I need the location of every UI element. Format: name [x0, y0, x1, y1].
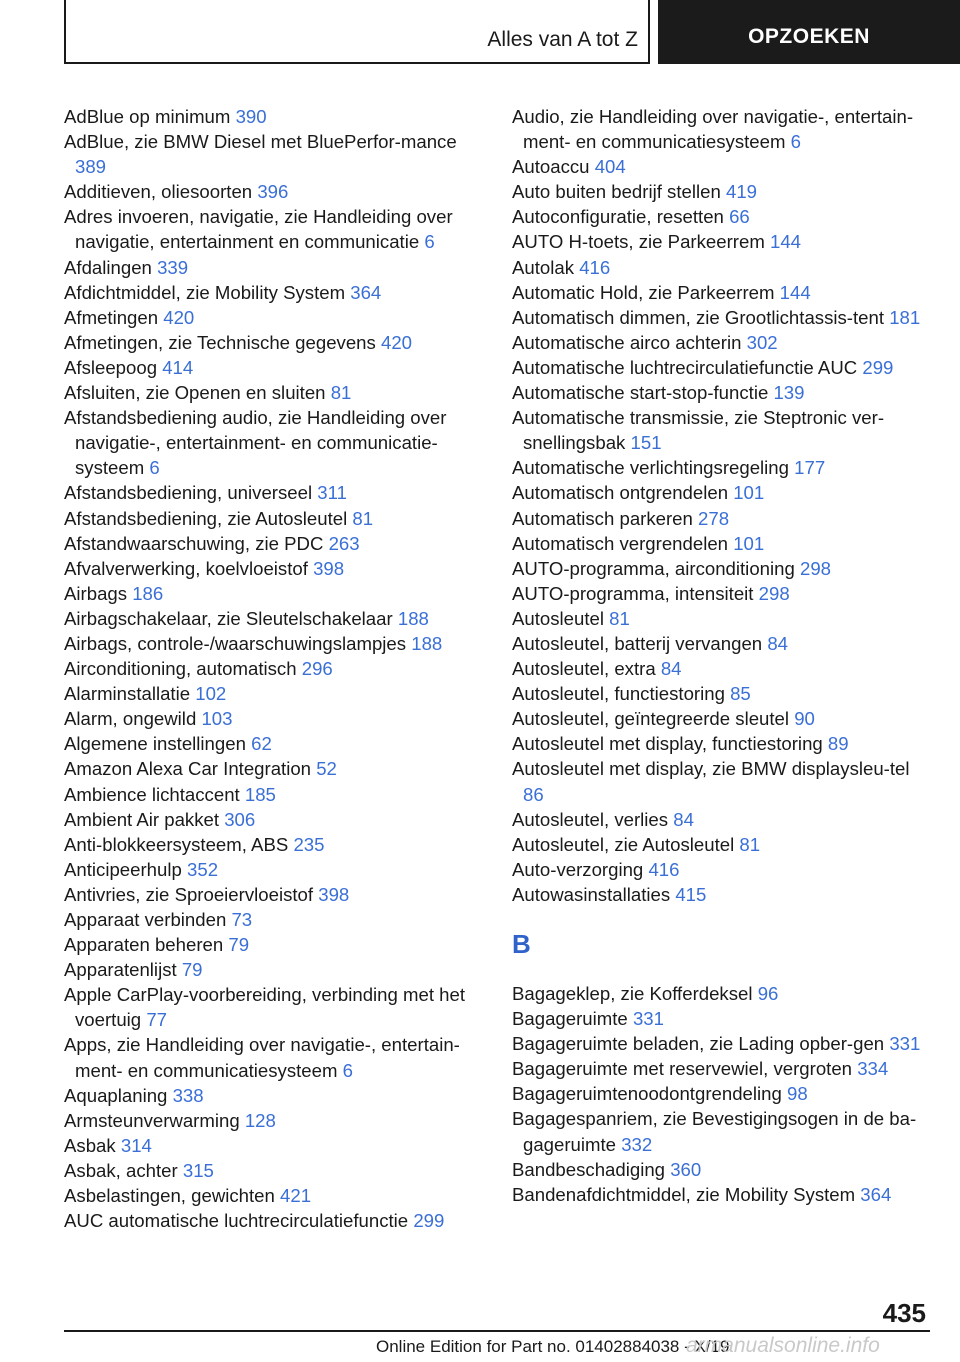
- index-entry: [64, 1133, 484, 1158]
- index-entry: [64, 1108, 484, 1133]
- entry-text: Amazon Alexa Car Integration: [64, 758, 312, 780]
- entry-text: Bagageruimte beladen, zie Lading opber-gen: [512, 1033, 885, 1055]
- page-ref-link[interactable]: 364: [350, 281, 382, 303]
- entry-text: Afvalverwerking, koelvloeistof: [64, 557, 308, 579]
- page-ref-link[interactable]: 302: [746, 331, 778, 353]
- entry-text: Anti-blokkeersysteem, ABS: [64, 833, 289, 855]
- footer-rule: [64, 1330, 930, 1332]
- entry-text: Adres invoeren, navigatie, zie Handleiding over navigatie, entertainment en communicatie: [64, 206, 453, 253]
- index-entry: [512, 531, 932, 556]
- page-ref-link[interactable]: 90: [794, 708, 815, 730]
- index-entry: [512, 280, 932, 305]
- page-ref-link[interactable]: 419: [725, 181, 758, 203]
- index-entry: [512, 204, 932, 229]
- page-ref-link[interactable]: 85: [730, 683, 751, 705]
- entry-text: Automatisch ontgrendelen: [512, 482, 729, 504]
- entry-text: Aquaplaning: [64, 1084, 168, 1106]
- index-entry: [512, 229, 932, 254]
- entry-text: Afstandwaarschuwing, zie PDC: [64, 532, 324, 554]
- entry-text: Afstandsbediening, zie Autosleutel: [64, 507, 348, 529]
- index-entry: [64, 506, 484, 531]
- entry-text: Anticipeerhulp: [64, 858, 182, 880]
- index-entry: [512, 756, 932, 806]
- entry-text: Auto buiten bedrijf stellen: [512, 181, 721, 203]
- index-entry: [512, 981, 932, 1006]
- entry-text: Audio, zie Handleiding over navigatie-, entertain-ment- en communicatiesysteem: [512, 106, 914, 153]
- page-ref-link[interactable]: 128: [244, 1109, 276, 1131]
- entry-text: Afmetingen, zie Technische gegevens: [64, 331, 376, 353]
- page-ref-link[interactable]: 96: [757, 983, 779, 1004]
- page-ref-link[interactable]: 144: [769, 231, 802, 253]
- page-ref-link[interactable]: 79: [228, 934, 250, 956]
- entry-text: Autowasinstallaties: [512, 883, 671, 905]
- entry-text: Autoconfiguratie, resetten: [512, 206, 724, 228]
- entry-text: Bagageruimtenoodontgrendeling: [512, 1083, 782, 1105]
- page-ref-link[interactable]: 331: [632, 1008, 664, 1030]
- tab-label: OPZOEKEN: [748, 25, 870, 48]
- index-entry: [512, 1106, 932, 1156]
- page-ref-link[interactable]: 81: [739, 833, 761, 855]
- index-entry: [64, 606, 484, 631]
- index-entry: [64, 681, 484, 706]
- entry-text: Autosleutel met display, functiestoring: [512, 733, 823, 755]
- page-ref-link[interactable]: 84: [673, 808, 694, 830]
- entry-text: AUTO-programma, airconditioning: [512, 557, 795, 579]
- page-ref-link[interactable]: 339: [157, 256, 189, 278]
- index-entry: [64, 179, 484, 204]
- index-entry: [64, 756, 484, 781]
- page-ref-link[interactable]: 311: [317, 482, 347, 504]
- entry-text: Automatisch dimmen, zie Grootlichtassis-tent: [512, 306, 885, 328]
- page-ref-link[interactable]: 6: [790, 131, 801, 153]
- index-entry: [64, 581, 484, 606]
- index-entry: [64, 656, 484, 681]
- index-entry: [64, 731, 484, 756]
- page-ref-link[interactable]: 186: [132, 582, 164, 604]
- page-ref-link[interactable]: 177: [794, 457, 826, 479]
- index-entry: [64, 556, 484, 581]
- index-entry: [512, 1056, 932, 1081]
- index-entry: [64, 1032, 484, 1082]
- watermark: armanualsonline.info: [686, 1334, 880, 1357]
- header-right-border: [648, 0, 650, 64]
- index-entry: [64, 129, 484, 179]
- entry-text: Alarm, ongewild: [64, 708, 197, 730]
- entry-text: Ambient Air pakket: [64, 808, 220, 830]
- page-ref-link[interactable]: 415: [675, 883, 707, 905]
- index-entry: [512, 706, 932, 731]
- entry-text: Airbagschakelaar, zie Sleutelschakelaar: [64, 607, 393, 629]
- entry-text: Autosleutel, geïntegreerde sleutel: [512, 708, 790, 730]
- entry-text: Antivries, zie Sproeiervloeistof: [64, 883, 314, 905]
- page-ref-link[interactable]: 298: [758, 582, 790, 604]
- entry-text: Bagageruimte met reservewiel, vergroten: [512, 1058, 853, 1080]
- page-ref-link[interactable]: 398: [318, 883, 350, 905]
- index-entry: [512, 656, 932, 681]
- entry-text: Bagageklep, zie Kofferdeksel: [512, 983, 753, 1004]
- entry-text: Afmetingen: [64, 306, 159, 328]
- entry-text: AdBlue, zie BMW Diesel met BluePerfor-mance: [64, 131, 457, 153]
- index-entry: [512, 255, 932, 280]
- entry-text: AUTO-programma, intensiteit: [512, 582, 754, 604]
- page-number: 435: [882, 1298, 926, 1328]
- index-entry: [64, 255, 484, 280]
- page-ref-link[interactable]: 396: [257, 181, 289, 203]
- entry-text: Additieven, oliesoorten: [64, 181, 253, 203]
- index-entry: [64, 1183, 484, 1208]
- index-entry: [64, 1158, 484, 1183]
- page-ref-link[interactable]: 278: [698, 507, 730, 529]
- entry-text: Apparaat verbinden: [64, 909, 227, 930]
- index-entry: [64, 832, 484, 857]
- index-entry: [512, 480, 932, 505]
- entry-text: Alarminstallatie: [64, 683, 191, 705]
- page-ref-link[interactable]: 89: [827, 733, 849, 755]
- index-entry: [512, 857, 932, 882]
- entry-text: Autosleutel, verlies: [512, 808, 669, 830]
- entry-text: Automatisch vergrendelen: [512, 532, 729, 554]
- page-ref-link[interactable]: 296: [301, 658, 333, 680]
- page-ref-link[interactable]: 263: [328, 532, 360, 554]
- entry-text: Asbelastingen, gewichten: [64, 1185, 275, 1207]
- index-entry: [512, 455, 932, 480]
- index-entry: [512, 556, 932, 581]
- index-entry: [512, 807, 932, 832]
- page-ref-link[interactable]: 6: [342, 1059, 353, 1081]
- entry-text: Algemene instellingen: [64, 733, 246, 755]
- page-ref-link[interactable]: 86: [523, 783, 544, 805]
- page-ref-link[interactable]: 421: [280, 1185, 312, 1207]
- page-ref-link[interactable]: 62: [251, 733, 272, 755]
- page-ref-link[interactable]: 331: [889, 1033, 921, 1055]
- page-ref-link[interactable]: 390: [235, 106, 267, 127]
- page-ref-link[interactable]: 139: [773, 382, 805, 404]
- index-entry: [64, 104, 484, 129]
- section-title: Alles van A tot Z: [487, 28, 638, 51]
- entry-text: Autoaccu: [512, 156, 590, 178]
- page-ref-link[interactable]: 81: [330, 382, 352, 404]
- entry-text: Autosleutel, extra: [512, 658, 656, 680]
- index-entry: [512, 882, 932, 907]
- index-entry: [512, 731, 932, 756]
- entry-text: Airbags: [64, 582, 128, 604]
- index-entry: [512, 1182, 932, 1207]
- page-ref-link[interactable]: 6: [424, 231, 435, 253]
- section-letter: B: [512, 929, 531, 959]
- page-ref-link[interactable]: 389: [75, 156, 107, 178]
- index-entry: [512, 405, 932, 455]
- entry-text: Asbak: [64, 1134, 116, 1156]
- index-entry: [64, 1208, 484, 1233]
- entry-text: Bandenafdichtmiddel, zie Mobility System: [512, 1183, 856, 1205]
- page-ref-link[interactable]: 298: [799, 557, 832, 579]
- page-ref-link[interactable]: 81: [609, 607, 630, 629]
- page-ref-link[interactable]: 299: [413, 1210, 445, 1232]
- entry-text: Afsleepoog: [64, 356, 158, 378]
- page-ref-link[interactable]: 338: [172, 1084, 204, 1106]
- index-entry: [64, 204, 484, 254]
- index-entry: [512, 179, 932, 204]
- index-entry: [64, 531, 484, 556]
- entry-text: Apparaten beheren: [64, 934, 224, 956]
- index-entry: [64, 631, 484, 656]
- entry-text: Apple CarPlay-voorbereiding, verbinding met het voertuig: [64, 984, 466, 1031]
- page-ref-link[interactable]: 188: [411, 632, 443, 654]
- entry-text: Automatische start-stop-functie: [512, 382, 769, 404]
- entry-text: Automatic Hold, zie Parkeerrem: [512, 281, 775, 303]
- header-rule: [64, 62, 650, 64]
- entry-text: Airbags, controle-/waarschuwingslampjes: [64, 632, 407, 654]
- entry-text: Bagagespanriem, zie Bevestigingsogen in de ba-gageruimte: [512, 1108, 917, 1155]
- index-entry: [64, 932, 484, 957]
- entry-text: Automatisch parkeren: [512, 507, 693, 529]
- entry-text: Autosleutel: [512, 607, 604, 629]
- index-entry: [64, 782, 484, 807]
- opzoeken-tab[interactable]: [658, 0, 960, 64]
- index-entry: [64, 1083, 484, 1108]
- page-ref-link[interactable]: 360: [670, 1158, 702, 1180]
- entry-text: Afsluiten, zie Openen en sluiten: [64, 382, 326, 404]
- entry-text: Ambience lichtaccent: [64, 783, 240, 805]
- page-ref-link[interactable]: 315: [182, 1159, 214, 1181]
- entry-text: AdBlue op minimum: [64, 106, 231, 127]
- index-entry: [64, 957, 484, 982]
- index-column-left: [64, 104, 484, 1233]
- page-ref-link[interactable]: 404: [594, 156, 626, 178]
- page-ref-link[interactable]: 188: [397, 607, 429, 629]
- page-ref-link[interactable]: 102: [195, 683, 227, 705]
- page-ref-link[interactable]: 101: [733, 482, 765, 504]
- index-entry: [512, 104, 932, 154]
- entry-text: Autosleutel, functiestoring: [512, 683, 725, 705]
- index-entry: [512, 154, 932, 179]
- entry-text: Apparatenlijst: [64, 959, 177, 981]
- index-entry: [64, 405, 484, 480]
- index-entry: [512, 355, 932, 380]
- page-ref-link[interactable]: 414: [162, 356, 194, 378]
- page-ref-link[interactable]: 77: [146, 1009, 168, 1031]
- page-ref-link[interactable]: 332: [621, 1133, 653, 1155]
- page-ref-link[interactable]: 398: [313, 557, 345, 579]
- entry-text: Airconditioning, automatisch: [64, 658, 297, 680]
- index-entry: [64, 480, 484, 505]
- entry-text: Afstandsbediening audio, zie Handleiding over navigatie-, entertainment- en communicatie-systeem: [64, 407, 447, 479]
- page-ref-link[interactable]: 101: [733, 532, 765, 554]
- page-ref-link[interactable]: 84: [660, 658, 682, 680]
- index-entry: [64, 857, 484, 882]
- page-ref-link[interactable]: 151: [630, 432, 662, 454]
- index-column-right: [512, 104, 932, 1207]
- index-entry: [64, 305, 484, 330]
- index-entry: [64, 706, 484, 731]
- index-entry: [64, 982, 484, 1032]
- page-ref-link[interactable]: 6: [149, 457, 160, 479]
- index-entry: [512, 631, 932, 656]
- page-ref-link[interactable]: 79: [181, 959, 203, 981]
- page-ref-link[interactable]: 52: [316, 758, 337, 780]
- page-ref-link[interactable]: 73: [231, 909, 253, 930]
- page-ref-link[interactable]: 364: [860, 1183, 892, 1205]
- index-entry: [512, 681, 932, 706]
- index-entry: [512, 330, 932, 355]
- index-entry: [64, 280, 484, 305]
- page-ref-link[interactable]: 66: [729, 206, 750, 228]
- page-ref-link[interactable]: 416: [648, 858, 680, 880]
- page-ref-link[interactable]: 84: [767, 632, 788, 654]
- entry-text: Apps, zie Handleiding over navigatie-, entertain-ment- en communicatiesysteem: [64, 1034, 460, 1081]
- index-entry: [64, 330, 484, 355]
- entry-text: Bagageruimte: [512, 1008, 628, 1030]
- index-entry: [512, 1031, 932, 1056]
- index-entry: [512, 581, 932, 606]
- entry-text: Afdalingen: [64, 256, 152, 278]
- page-ref-link[interactable]: 299: [862, 356, 894, 378]
- page-ref-link[interactable]: 306: [224, 808, 256, 830]
- index-entry: [64, 380, 484, 405]
- page-ref-link[interactable]: 420: [163, 306, 195, 328]
- page-ref-link[interactable]: 420: [381, 331, 413, 353]
- entry-text: Autosleutel met display, zie BMW displaysleu-tel: [512, 758, 910, 780]
- index-entry: [512, 832, 932, 857]
- index-entry: [512, 1081, 932, 1106]
- page-ref-link[interactable]: 314: [120, 1134, 152, 1156]
- entry-text: Auto-verzorging: [512, 858, 644, 880]
- entry-text: Automatische verlichtingsregeling: [512, 457, 789, 479]
- page-ref-link[interactable]: 103: [201, 708, 233, 730]
- header-left-border: [64, 0, 66, 64]
- entry-text: Autosleutel, zie Autosleutel: [512, 833, 735, 855]
- entry-text: AUC automatische luchtrecirculatiefunctie: [64, 1210, 409, 1232]
- entry-text: Autosleutel, batterij vervangen: [512, 632, 763, 654]
- index-entry: [512, 1157, 932, 1182]
- index-entry: [64, 882, 484, 907]
- page-ref-link[interactable]: 144: [779, 281, 811, 303]
- entry-text: Afdichtmiddel, zie Mobility System: [64, 281, 346, 303]
- index-entry: [512, 305, 932, 330]
- entry-text: Bandbeschadiging: [512, 1158, 666, 1180]
- index-entry: [512, 1006, 932, 1031]
- index-entry: [64, 907, 484, 932]
- page-ref-link[interactable]: 416: [579, 256, 611, 278]
- entry-text: Automatische transmissie, zie Steptronic ver-snellingsbak: [512, 407, 885, 454]
- entry-text: AUTO H-toets, zie Parkeerrem: [512, 231, 765, 253]
- entry-text: Armsteunverwarming: [64, 1109, 240, 1131]
- page-ref-link[interactable]: 352: [187, 858, 219, 880]
- page-ref-link[interactable]: 185: [244, 783, 276, 805]
- page-ref-link[interactable]: 98: [787, 1083, 808, 1105]
- page-ref-link[interactable]: 235: [293, 833, 325, 855]
- entry-text: Afstandsbediening, universeel: [64, 482, 313, 504]
- entry-text: Automatische airco achterin: [512, 331, 742, 353]
- page-ref-link[interactable]: 81: [352, 507, 374, 529]
- edition-text: Online Edition for Part no. 01402884038 - X/19: [376, 1337, 730, 1356]
- page-ref-link[interactable]: 334: [857, 1058, 889, 1080]
- index-entry: [64, 807, 484, 832]
- index-entry: [512, 506, 932, 531]
- index-entry: [512, 606, 932, 631]
- index-entry: [512, 380, 932, 405]
- entry-text: Autolak: [512, 256, 575, 278]
- index-entry: [64, 355, 484, 380]
- entry-text: Asbak, achter: [64, 1159, 178, 1181]
- entry-text: Automatische luchtrecirculatiefunctie AUC: [512, 356, 858, 378]
- page-ref-link[interactable]: 181: [889, 306, 921, 328]
